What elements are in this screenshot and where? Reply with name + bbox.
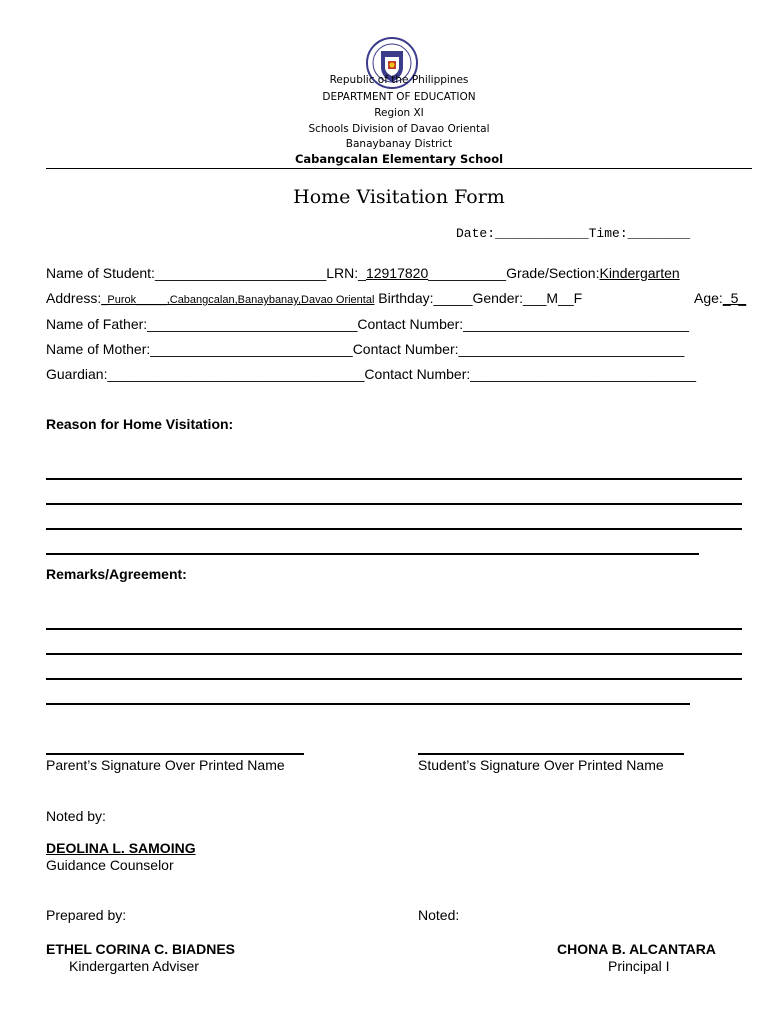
address-line bbox=[46, 290, 582, 306]
guardian-line: Guardian:_________________________________Contact Number:_____________________________ bbox=[46, 366, 697, 382]
parent-signature-label: Parent’s Signature Over Printed Name bbox=[46, 757, 285, 773]
student-line bbox=[46, 265, 680, 281]
noted-by-label: Noted by: bbox=[46, 808, 106, 824]
age-label: Age: bbox=[694, 290, 723, 306]
parent-signature-line bbox=[46, 753, 304, 755]
form-title: Home Visitation Form bbox=[293, 186, 505, 208]
header-school: Cabangcalan Elementary School bbox=[294, 152, 504, 166]
reason-line bbox=[46, 528, 742, 530]
prepared-by-label: Prepared by: bbox=[46, 907, 127, 923]
lrn-value: 12917820 bbox=[365, 265, 429, 281]
header-department: DEPARTMENT OF EDUCATION bbox=[322, 91, 476, 103]
adviser-name: ETHEL CORINA C. BIADNES bbox=[46, 941, 236, 957]
reason-line bbox=[46, 553, 699, 555]
header-republic: Republic of the Philippines bbox=[329, 74, 469, 86]
remarks-label: Remarks/Agreement: bbox=[46, 566, 187, 582]
grade-value: Kindergarten bbox=[599, 265, 680, 281]
header-division: Schools Division of Davao Oriental bbox=[308, 123, 490, 135]
student-signature-line bbox=[418, 753, 684, 755]
header-divider bbox=[46, 168, 752, 169]
noted-label: Noted: bbox=[418, 907, 460, 923]
adviser-title: Kindergarten Adviser bbox=[69, 958, 199, 974]
remarks-line bbox=[46, 703, 690, 705]
counselor-title: Guidance Counselor bbox=[46, 857, 174, 873]
reason-line bbox=[46, 503, 742, 505]
remarks-line bbox=[46, 628, 742, 630]
remarks-line bbox=[46, 678, 742, 680]
age-value: _5_ bbox=[722, 290, 747, 306]
reason-label: Reason for Home Visitation: bbox=[46, 416, 234, 432]
header-district: Banaybanay District bbox=[345, 138, 453, 150]
date-time-field: Date:____________Time:________ bbox=[456, 226, 691, 241]
mother-line: Name of Mother:__________________________Contact Number:_____________________________ bbox=[46, 341, 685, 357]
age-field bbox=[694, 290, 746, 306]
father-line: Name of Father:___________________________Contact Number:_____________________________ bbox=[46, 316, 689, 332]
principal-name: CHONA B. ALCANTARA bbox=[557, 941, 716, 957]
principal-title: Principal I bbox=[608, 958, 670, 974]
address-label: Address: bbox=[46, 290, 102, 306]
counselor-name: DEOLINA L. SAMOING bbox=[46, 840, 196, 856]
student-label: Name of Student:______________________LRN:_ bbox=[46, 265, 366, 281]
birthday-gender: Birthday:_____Gender:___M__F bbox=[374, 290, 583, 306]
address-value: _Purok_____,Cabangcalan,Banaybanay,Davao Oriental bbox=[101, 294, 375, 306]
reason-line bbox=[46, 478, 742, 480]
student-signature-label: Student’s Signature Over Printed Name bbox=[418, 757, 664, 773]
remarks-line bbox=[46, 653, 742, 655]
lrn-tail: __________Grade/Section: bbox=[428, 265, 600, 281]
header-region: Region XI bbox=[374, 107, 424, 119]
